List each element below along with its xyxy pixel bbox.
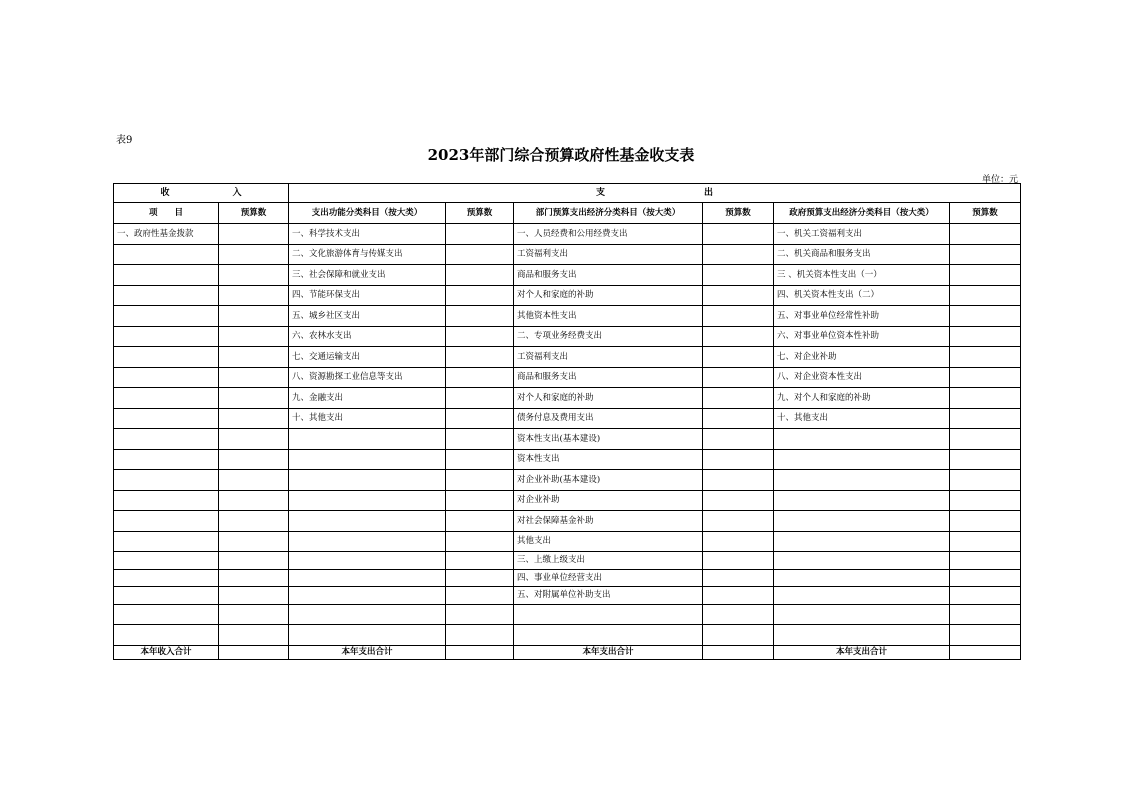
unit-label: 单位：元 [981,175,1018,185]
gov-budget-cell [950,449,1021,470]
func-item-cell: 四、节能环保支出 [289,285,446,306]
gov-item-cell [774,429,950,450]
table-row [114,244,1021,265]
dept-item-cell: 对企业补助(基本建设) [514,470,703,491]
func-class-header: 支出功能分类科目（按大类） [289,203,446,224]
func-item-cell [289,511,446,532]
table-row [114,347,1021,368]
gov-budget-cell [950,470,1021,491]
dept-budget-cell [703,449,774,470]
gov-item-cell: 二、机关商品和服务支出 [774,244,950,265]
gov-budget-cell [950,587,1021,605]
table-body [114,224,1021,646]
gov-budget-cell [950,604,1021,625]
income-item-cell [114,429,219,450]
income-item-cell: 一、政府性基金拨款 [114,224,219,245]
gov-budget-cell [950,326,1021,347]
dept-item-cell: 资本性支出 [514,449,703,470]
table-row [114,604,1021,625]
income-item-cell [114,408,219,429]
header-row-2 [114,203,1021,224]
dept-item-cell: 对企业补助 [514,490,703,511]
gov-budget-cell [950,224,1021,245]
income-budget-cell [219,604,289,625]
table-row [114,306,1021,327]
income-budget-cell [219,408,289,429]
func-budget-cell [446,470,514,491]
gov-budget-cell [950,367,1021,388]
dept-item-cell: 商品和服务支出 [514,265,703,286]
gov-item-cell [774,449,950,470]
func-item-cell [289,604,446,625]
table-row [114,531,1021,552]
gov-budget-cell [950,625,1021,646]
expense-total-value [950,645,1021,659]
func-budget-cell [446,306,514,327]
budget-header: 预算数 [703,203,774,224]
income-item-cell [114,347,219,368]
gov-budget-cell [950,569,1021,587]
gov-budget-cell [950,265,1021,286]
income-budget-cell [219,490,289,511]
func-budget-cell [446,244,514,265]
dept-budget-cell [703,429,774,450]
income-budget-cell [219,224,289,245]
gov-budget-cell [950,511,1021,532]
income-item-cell [114,531,219,552]
table-row [114,552,1021,570]
table-row [114,625,1021,646]
gov-item-cell [774,511,950,532]
dept-item-cell: 工资福利支出 [514,244,703,265]
header-row-1 [114,184,1021,203]
income-item-cell [114,511,219,532]
income-budget-cell [219,531,289,552]
dept-item-cell: 债务付息及费用支出 [514,408,703,429]
income-total-value [219,645,289,659]
table-row [114,511,1021,532]
table-row [114,470,1021,491]
page-title: 2023年部门综合预算政府性基金收支表 [427,146,695,164]
expense-total-value [446,645,514,659]
expense-total-value [703,645,774,659]
gov-item-cell [774,531,950,552]
income-item-cell [114,552,219,570]
table-row [114,224,1021,245]
dept-budget-cell [703,388,774,409]
gov-budget-cell [950,347,1021,368]
dept-item-cell: 三、上缴上级支出 [514,552,703,570]
func-budget-cell [446,388,514,409]
dept-budget-cell [703,408,774,429]
func-budget-cell [446,265,514,286]
income-item-cell [114,388,219,409]
gov-item-cell [774,470,950,491]
dept-item-cell: 对个人和家庭的补助 [514,388,703,409]
gov-budget-cell [950,429,1021,450]
budget-header: 预算数 [446,203,514,224]
income-budget-cell [219,511,289,532]
dept-budget-cell [703,531,774,552]
dept-item-cell: 对个人和家庭的补助 [514,285,703,306]
func-item-cell [289,625,446,646]
gov-budget-cell [950,490,1021,511]
dept-budget-cell [703,604,774,625]
income-item-cell [114,470,219,491]
income-budget-cell [219,470,289,491]
gov-item-cell: 八、对企业资本性支出 [774,367,950,388]
dept-budget-cell [703,306,774,327]
dept-item-cell [514,625,703,646]
func-item-cell: 一、科学技术支出 [289,224,446,245]
gov-budget-cell [950,408,1021,429]
gov-item-cell: 十、其他支出 [774,408,950,429]
income-budget-cell [219,244,289,265]
budget-table [113,183,1021,660]
dept-item-cell: 工资福利支出 [514,347,703,368]
gov-econ-header: 政府预算支出经济分类科目（按大类） [774,203,950,224]
dept-item-cell: 五、对附属单位补助支出 [514,587,703,605]
table-number: 表9 [116,135,133,146]
gov-budget-cell [950,552,1021,570]
func-item-cell: 六、农林水支出 [289,326,446,347]
func-budget-cell [446,531,514,552]
income-item-cell [114,244,219,265]
func-budget-cell [446,408,514,429]
income-item-cell [114,265,219,286]
income-budget-cell [219,587,289,605]
func-item-cell: 八、资源勘探工业信息等支出 [289,367,446,388]
income-item-cell [114,490,219,511]
func-budget-cell [446,429,514,450]
expense-header: 支 出 [289,184,1021,203]
dept-budget-cell [703,552,774,570]
dept-item-cell: 二、专项业务经费支出 [514,326,703,347]
dept-budget-cell [703,347,774,368]
gov-item-cell: 七、对企业补助 [774,347,950,368]
func-budget-cell [446,285,514,306]
func-budget-cell [446,347,514,368]
gov-item-cell: 四、机关资本性支出（二） [774,285,950,306]
func-budget-cell [446,604,514,625]
gov-item-cell [774,552,950,570]
func-item-cell [289,449,446,470]
table-row [114,285,1021,306]
gov-budget-cell [950,306,1021,327]
func-item-cell [289,531,446,552]
dept-item-cell: 四、事业单位经营支出 [514,569,703,587]
item-header: 项 目 [114,203,219,224]
gov-item-cell [774,625,950,646]
total-row [114,645,1021,659]
gov-item-cell [774,569,950,587]
income-budget-cell [219,625,289,646]
income-total-label: 本年收入合计 [114,645,219,659]
dept-budget-cell [703,326,774,347]
dept-budget-cell [703,244,774,265]
table-row [114,449,1021,470]
budget-header: 预算数 [950,203,1021,224]
income-item-cell [114,326,219,347]
gov-item-cell [774,587,950,605]
income-budget-cell [219,552,289,570]
gov-item-cell: 一、机关工资福利支出 [774,224,950,245]
func-item-cell [289,552,446,570]
income-budget-cell [219,265,289,286]
func-budget-cell [446,449,514,470]
func-item-cell [289,490,446,511]
income-budget-cell [219,285,289,306]
income-budget-cell [219,326,289,347]
dept-budget-cell [703,285,774,306]
func-item-cell: 九、金融支出 [289,388,446,409]
dept-item-cell: 一、人员经费和公用经费支出 [514,224,703,245]
func-item-cell [289,569,446,587]
dept-budget-cell [703,265,774,286]
func-item-cell: 三、社会保障和就业支出 [289,265,446,286]
expense-total-label: 本年支出合计 [289,645,446,659]
dept-item-cell: 商品和服务支出 [514,367,703,388]
income-budget-cell [219,306,289,327]
dept-budget-cell [703,367,774,388]
dept-item-cell: 资本性支出(基本建设) [514,429,703,450]
income-item-cell [114,306,219,327]
income-item-cell [114,285,219,306]
table-row [114,587,1021,605]
income-item-cell [114,449,219,470]
dept-item-cell: 对社会保障基金补助 [514,511,703,532]
gov-item-cell: 六、对事业单位资本性补助 [774,326,950,347]
func-budget-cell [446,587,514,605]
table-row [114,265,1021,286]
income-item-cell [114,367,219,388]
table-row [114,569,1021,587]
func-budget-cell [446,511,514,532]
func-budget-cell [446,326,514,347]
dept-budget-cell [703,569,774,587]
gov-item-cell: 三 、机关资本性支出（一） [774,265,950,286]
dept-budget-cell [703,625,774,646]
func-budget-cell [446,224,514,245]
func-budget-cell [446,625,514,646]
func-item-cell [289,587,446,605]
gov-item-cell [774,490,950,511]
dept-budget-cell [703,490,774,511]
income-budget-cell [219,388,289,409]
gov-item-cell [774,604,950,625]
func-budget-cell [446,490,514,511]
func-item-cell: 二、文化旅游体育与传媒支出 [289,244,446,265]
income-budget-cell [219,367,289,388]
dept-budget-cell [703,511,774,532]
gov-budget-cell [950,388,1021,409]
table-row [114,490,1021,511]
table-row [114,367,1021,388]
income-budget-cell [219,429,289,450]
gov-budget-cell [950,285,1021,306]
dept-budget-cell [703,224,774,245]
func-budget-cell [446,569,514,587]
budget-header: 预算数 [219,203,289,224]
income-item-cell [114,587,219,605]
dept-econ-header: 部门预算支出经济分类科目（按大类） [514,203,703,224]
expense-total-label: 本年支出合计 [774,645,950,659]
table-row [114,326,1021,347]
income-budget-cell [219,569,289,587]
income-budget-cell [219,449,289,470]
dept-budget-cell [703,470,774,491]
gov-budget-cell [950,531,1021,552]
expense-total-label: 本年支出合计 [514,645,703,659]
func-item-cell [289,429,446,450]
income-item-cell [114,569,219,587]
gov-item-cell: 九、对个人和家庭的补助 [774,388,950,409]
func-item-cell [289,470,446,491]
func-budget-cell [446,367,514,388]
dept-item-cell: 其他支出 [514,531,703,552]
table-row [114,429,1021,450]
table-row [114,388,1021,409]
gov-budget-cell [950,244,1021,265]
func-item-cell: 五、城乡社区支出 [289,306,446,327]
income-header: 收 入 [114,184,289,203]
func-item-cell: 十、其他支出 [289,408,446,429]
func-item-cell: 七、交通运输支出 [289,347,446,368]
gov-item-cell: 五、对事业单位经常性补助 [774,306,950,327]
dept-item-cell [514,604,703,625]
dept-item-cell: 其他资本性支出 [514,306,703,327]
income-item-cell [114,604,219,625]
dept-budget-cell [703,587,774,605]
table-row [114,408,1021,429]
func-budget-cell [446,552,514,570]
income-item-cell [114,625,219,646]
income-budget-cell [219,347,289,368]
